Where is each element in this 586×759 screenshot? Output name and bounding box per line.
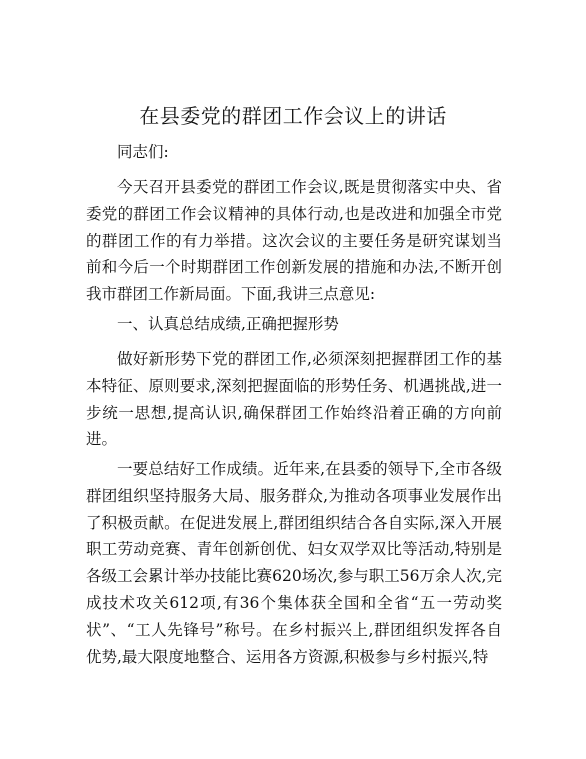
paragraph-achievements: 一要总结好工作成绩。近年来,在县委的领导下,全市各级群团组织坚持服务大局、服务群众,为推动各项事业发展作出了积极贡献。在促进发展上,群团组织结合各自实际,深入开展职工劳动竞赛、青年创新创优、妇女双学双比等活动,特别是各级工会累计举办技能比赛620场次,参与职工56万余人次,完成技术攻关612项,有36个集体获全国和全省“五一劳动奖状”、“工人先锋号”称号。在乡村振兴上,群团组织发挥各自优势,最大限度地整合、运用各方资源,积极参与乡村振兴,特 xyxy=(86,460,502,666)
salutation: 同志们: xyxy=(117,143,169,161)
page-title: 在县委党的群团工作会议上的讲话 xyxy=(139,104,447,128)
section-heading-1: 一、认真总结成绩,正确把握形势 xyxy=(117,315,339,333)
paragraph-section-1-intro: 做好新形势下党的群团工作,必须深刻把握群团工作的基本特征、原则要求,深刻把握面临的形势任务、机遇挑战,进一步统一思想,提高认识,确保群团工作始终沿着正确的方向前进。 xyxy=(86,350,502,449)
paragraph-intro: 今天召开县委党的群团工作会议,既是贯彻落实中央、省委党的群团工作会议精神的具体行动,也是改进和加强全市党的群团工作的有力举措。这次会议的主要任务是研究谋划当前和今后一个时期群团工作创新发展的措施和办法,不断开创我市群团工作新局面。下面,我讲三点意见: xyxy=(86,178,502,304)
